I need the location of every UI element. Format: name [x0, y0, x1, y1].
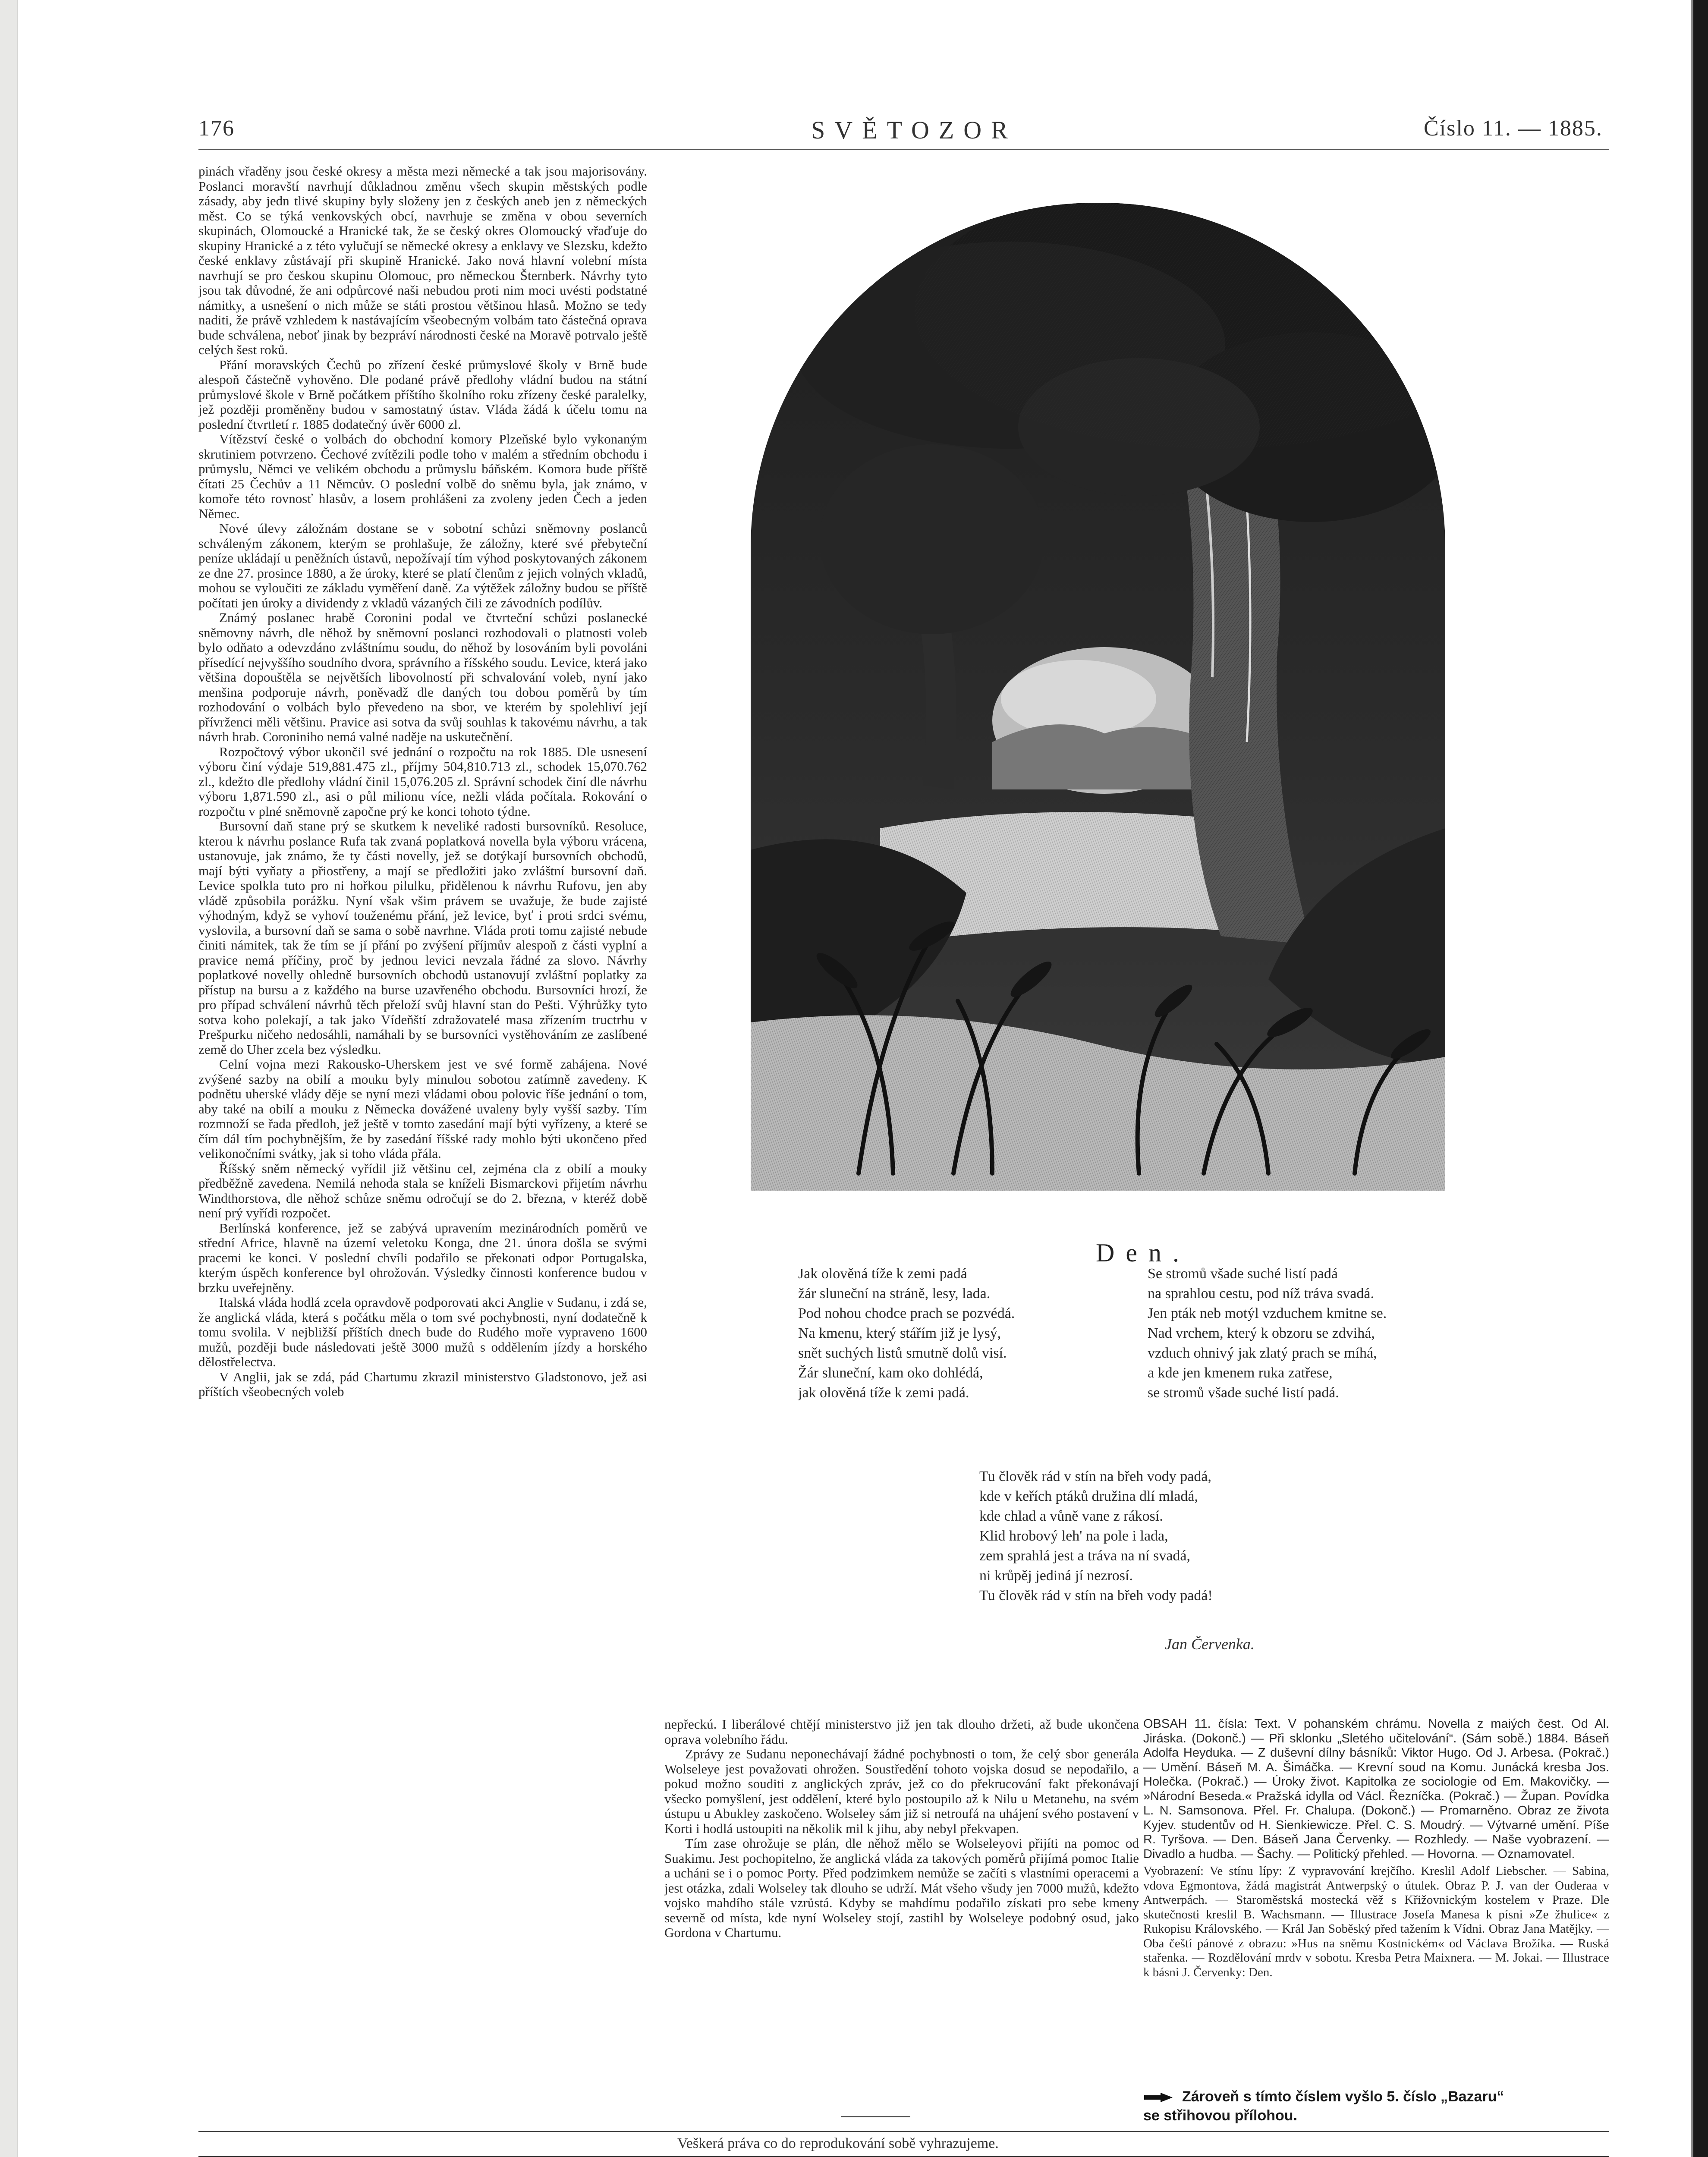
bazaar-notice — [1143, 2087, 1609, 2125]
column-left — [198, 164, 647, 2105]
page-number: 176 — [198, 116, 235, 141]
poem-line: Se stromů všade suché listí padá — [1148, 1266, 1338, 1282]
paragraph: Berlínská konference, jež se zabývá upravením mezinárodních poměrů ve střední Africe, hlavně na území veletoku Konga, dne 21. února došla se svými pracemi ke konci. V poslední chvíli podařilo se překonati odpor Portugalska, kterým úspěch konference byl ohrožován. Výsledky činnosti konference budou v brzku uveřejněny. — [198, 1220, 647, 1295]
poem-stanza-1 — [798, 1264, 1178, 1403]
page-binding — [0, 0, 18, 2157]
paragraph: Italská vláda hodlá zcela opravdově podporovati akci Anglie v Sudanu, i zdá se, že anglická vláda, která s počátku měla o tom své pochybnosti, nyní dodatečně k tomu svolila. V nejbližší příštích dnech bude do Rudého moře vypraveno 1600 mužů, později bude následovati ještě 3000 mužů s oddělením jízdy a horského dělostřelectva. — [198, 1295, 647, 1369]
footer-rule — [198, 2131, 1609, 2132]
poem-line: kde chlad a vůně vane z rákosí. — [979, 1508, 1163, 1524]
issue-number: Číslo 11. — 1885. — [1424, 116, 1603, 141]
poem-line: zem sprahlá jest a tráva na ní svadá, — [979, 1548, 1191, 1564]
paragraph: Zprávy ze Sudanu neponechávají žádné pochybnosti o tom, že celý sbor generála Wolseleye jest považovati ohrožen. Soustředění tohoto vojska dosud se nepodařilo, a pokud možno souditi z anglických zpráv, jež co do překrucování fakt překonávají všecko pomyšlení, jest oddělení, které bylo postoupilo až k Nilu u Metanehu, na svém ústupu u Abukley zaskočeno. Wolseley sám již si netroufá na uhájení svého postavení v Korti i hodlá ustoupiti na několik mil k jihu, aby nebyl překvapen. — [664, 1746, 1139, 1836]
poem-line: se stromů všade suché listí padá. — [1148, 1385, 1339, 1401]
illustrations-list: Vyobrazení: Ve stínu lípy: Z vypravování krejčího. Kreslil Adolf Liebscher. — Sabina, vdova Egmontova, žádá magistrát Antwerpský o útulek. Obraz P. J. van der Ouderaa v Antwerpách. — Staroměstská mostecká věž s Křižovnickým kostelem v Praze. Dle skutečnosti kreslil B. Wachsmann. — Illustrace Josefa Manesa k písni »Ze žhulice« z Rukopisu Královského. — Král Jan Soběský před tažením k Vídni. Obraz Jana Matějky. — Oba čeští pánové z obrazu: »Hus na sněmu Kostnickém« od Václava Brožíka. — Ruská stařenka. — Rozdělování mrdv v sobotu. Kresba Petra Maixnera. — M. Jokai. — Illustrace k básni J. Červenky: Den. — [1143, 1864, 1609, 1979]
poem-line: Nad vrchem, který k obzoru se zdvihá, — [1148, 1325, 1375, 1341]
forest-engraving-image — [751, 203, 1445, 1191]
poem-stanza-3 — [979, 1467, 1411, 1606]
header-rule — [198, 149, 1609, 150]
rights-notice: Veškerá práva co do reprodukování sobě vyhrazujeme. — [677, 2135, 999, 2151]
poem-line: kde v keřích ptáků družina dlí mladá, — [979, 1488, 1198, 1504]
paragraph: Říšský sněm německý vyřídil již většinu cel, zejména cla z obilí a mouky předběžně zavedena. Nemilá nehoda stala se kníželi Bismarckovi přijetím návrhu Windthorstova, dle něhož schůze sněmu odročují se do 2. března, v kteréž době není prý vyřídi rozpočet. — [198, 1160, 647, 1220]
poem-line: vzduch ohnivý jak zlatý prach se míhá, — [1148, 1345, 1377, 1361]
paragraph: Přání moravských Čechů po zřízení české průmyslové školy v Brně bude alespoň částečně vyhověno. Dle podané právě předlohy vládní budou na státní průmyslové škole v Brně počátkem příštího školního roku zřízeny české paralelky, jež později proměněny budou v samostatný ústav. Vláda žádá k účelu tomu na poslední čtvrtletí r. 1885 dodatečný úvěr 6000 zl. — [198, 357, 647, 432]
poem-stanza-2 — [1148, 1264, 1527, 1403]
page-edge — [1693, 0, 1708, 2157]
bazaar-text-2: se střihovou přílohou. — [1143, 2107, 1298, 2124]
poem-line: Žár sluneční, kam oko dohlédá, — [798, 1365, 983, 1381]
column-middle — [664, 1717, 1139, 2114]
forest-engraving — [751, 203, 1445, 1191]
paragraph: Celní vojna mezi Rakousko-Uherskem jest ve své formě zahájena. Nové zvýšené sazby na obilí a mouku byly minulou sobotou zatímně zavedeny. K podnětu uherské vlády děje se nyní mezi vládami obou polovic říše jednání o tom, aby také na obilí a mouku z Německa dovážené uvaleny byly vyšší sazby. Tím rozmnoží se řada předloh, jež ještě v tomto zasedání mají býti vyřízeny, a které se čím dál tím pochybnějším, že by zasedání říšské rady mohlo býti ukončeno před velikonočními svátky, jak si toho vláda přála. — [198, 1056, 647, 1161]
poem-line: žár sluneční na stráně, lesy, lada. — [798, 1286, 991, 1302]
poem-line: Tu člověk rád v stín na břeh vody padá, — [979, 1468, 1211, 1484]
poem-line: Klid hrobový leh' na pole i lada, — [979, 1528, 1168, 1544]
poem-line: snět suchých listů smutně dolů visí. — [798, 1345, 1007, 1361]
paragraph: V Anglii, jak se zdá, pád Chartumu zkrazil ministerstvo Gladstonovo, jež asi příštích všeobecných voleb — [198, 1369, 647, 1399]
issue-contents: OBSAH 11. čísla: Text. V pohanském chrámu. Novella z maiých čest. Od Al. Jiráska. (Dokonč.) — Při sklonku „Sletého učitelování“. (Sám sobě.) 1884. Báseň Adolfa Heyduka. — Z duševní dílny básníků: Viktor Hugo. Od J. Arbesa. (Pokrač.) — Umění. Báseň M. A. Šimáčka. — Krevní soud na Komu. Junácká kresba Jos. Holečka. (Pokrač.) — Úroky život. Kapitolka ze sociologie od Em. Makovičky. — »Národní Beseda.« Pražská idylla od Václ. Řezníčka. (Pokrač.) — Župan. Povídka L. N. Samsonova. Přel. Fr. Chalupa. (Dokonč.) — Promarněno. Obraz ze života Kyjev. studentův od H. Sienkiewicze. Přel. C. S. Moudrý. — Výtvarné umění. Píše R. Tyršova. — Den. Báseň Jana Červenky. — Rozhledy. — Naše vyobrazení. — Divadlo a hudba. — Šachy. — Politický přehled. — Hovorna. — Oznamovatel. — [1143, 1717, 1609, 1861]
paragraph: Rozpočtový výbor ukončil své jednání o rozpočtu na rok 1885. Dle usnesení výboru činí výdaje 519,881.475 zl., příjmy 504,810.713 zl., schodek 15,070.762 zl., kdežto dle předlohy vládní činil 15,076.205 zl. Správní schodek činí dle návrhu výboru 1,871.590 zl., asi o půl milionu více, nežli vláda počítala. Rokování o rozpočtu v plné sněmovně započne prý ke konci tohoto týdne. — [198, 744, 647, 819]
bazaar-text-1: Zároveň s tímto číslem vyšlo 5. číslo „Bazaru“ — [1182, 2088, 1504, 2105]
section-end-rule — [841, 2116, 910, 2117]
poem-line: Jak olověná tíže k zemi padá — [798, 1266, 967, 1282]
poem-line: ni krůpěj jediná jí nezrosí. — [979, 1568, 1133, 1584]
bazaar-line-1 — [1143, 2087, 1609, 2106]
paragraph: Tím zase ohrožuje se plán, dle něhož mělo se Wolseleyovi přijíti na pomoc od Suakimu. Jest pochopitelno, že anglická vláda za takových poměrů přijímá pomoc Italie a ucháni se i o pomoc Porty. Před podzimkem nemůže se začíti s vlastními operacemi a jest otázka, zdali Wolseley tak dlouho se udrží. Mát všeho všudy jen 7000 mužů, kdežto vojsko mahdího stále vzrůstá. Kdyby se mahdímu podařilo získati pro sebe kmeny severně od místa, kde nyní Wolseley stojí, zastihl by Wolseleye podobný osud, jako Gordona v Chartumu. — [664, 1836, 1139, 1940]
poem-line: na sprahlou cestu, pod níž tráva svadá. — [1148, 1286, 1374, 1302]
pointing-hand-icon — [1143, 2092, 1173, 2103]
paragraph: Bursovní daň stane prý se skutkem k neveliké radosti bursovníků. Resoluce, kterou k návrhu poslance Rufa tak zvaná poplatková novella byla výboru vrácena, ustanovuje, jak známo, že ty části novelly, jež se dotýkají bursovních obchodů, mají býti vyňaty a přiostřeny, a mají se předložiti jako zvláštní bursovní daň. Levice spolkla tuto pro ni hořkou pilulku, přidělenou k návrhu Rufovu, jen aby vládě způsobila porážku. Nyní však všim právem se uvažuje, že bude zajisté výhodným, když se vyhoví touženému přání, jež levice, byť i proti srdci svému, vyslovila, a bursovní daň se sama o sobě navrhne. Vláda proti tomu zajisté nebude činiti námitek, tak že tím se jí přání po zvýšení příjmův alespoň z části vyplní a pravice nemá příčiny, proč by jednou levici nevzala řádné za slovo. Návrhy poplatkové novelly ohledně bursovních obchodů ustanovují zvláštní poplatky za přístup na bursu a z každého na burse uzavřeného obchodu. Bursovníci hrozí, že pro případ schválení návrhů těch přeloží svůj hlavní stan do Pešti. Výhrůžky tyto sotva koho polekají, a tak jako Vídeňští zdražovatelé masa zřízením tructrhu v Prešpurku ničeho nedosáhli, namáhali by se bursovníci vystěhováním ze zaslíbené země do Uher zcela bez výsledku. — [198, 818, 647, 1057]
poem-title: Den. — [1096, 1239, 1190, 1267]
poem-line: Jen pták neb motýl vzduchem kmitne se. — [1148, 1305, 1387, 1321]
poem-line: Tu člověk rád v stín na břeh vody padá! — [979, 1588, 1213, 1604]
paragraph: Vítězství české o volbách do obchodní komory Plzeňské bylo vykonaným skrutiniem potvrzeno. Čechové zvítězili podle toho v malém a středním obchodu i průmyslu, Němci ve velikém obchodu a průmyslu báňském. Komora bude příště čítati 25 Čechův a 11 Němcův. O poslední volbě do sněmu byla, jak známo, v komoře této rovnosť hlasův, a losem prohlášeni za zvoleny jeden Čech a jeden Němec. — [198, 431, 647, 521]
poem-line: jak olověná tíže k zemi padá. — [798, 1385, 969, 1401]
poem-line: a kde jen kmenem ruka zatřese, — [1148, 1365, 1333, 1381]
paragraph: Nové úlevy záložnám dostane se v sobotní schůzi sněmovny poslanců schváleným zákonem, kterým se prohlašuje, že záložny, které své přebyteční peníze ukládají u peněžních ústavů, nepožívají tím výhod poskytovaných zákonem ze dne 27. prosince 1880, a že úroky, které se platí členům z jejich volných vkladů, mohou se vyloučiti ze základu vyměření daně. Za výtěžek záložny budou se příště počítati jen úroky a dividendy z vkladů vázaných čili ze závodních podílův. — [198, 521, 647, 610]
running-title: SVĚTOZOR — [811, 116, 1017, 144]
poem-line: Na kmenu, který stářím již je lysý, — [798, 1325, 1001, 1341]
poem-line: Pod nohou chodce prach se pozvédá. — [798, 1305, 1015, 1321]
paragraph: Známý poslanec hrabě Coronini podal ve čtvrteční schůzi poslanecké sněmovny návrh, dle něhož by sněmovní poslanci rozhodovali o platnosti voleb bylo odňato a odevzdáno zvláštnímu soudu, do něhož by losováním byli povoláni přísedící nejvyššího soudního dvora, správního a říšského soudu. Levice, která jako většina dopouštěla se největších libovolností při schvalování voleb, nyní jako menšina podporuje návrh, poněvadž dle daných tou dobou poměrů by tím rozhodování o volbách bylo převedeno na sbor, ve kterém by spolehliví její přívrženci měli většinu. Pravice asi sotva da svůj souhlas k takovému návrhu, a tak návrh hrab. Coroniniho nemá valné naděje na uskutečnění. — [198, 610, 647, 744]
paragraph: nepřeckú. I liberálové chtějí ministerstvo již jen tak dlouho držeti, až bude ukončena oprava volebního řádu. — [664, 1717, 1139, 1747]
poem-author: Jan Červenka. — [1165, 1635, 1255, 1653]
column-contents — [1143, 1717, 1609, 2105]
paragraph: pinách vřaděny jsou české okresy a města mezi německé a tak jsou majorisovány. Poslanci moravští navrhují důkladnou změnu všech skupin městských podle zásady, aby jedn tlivé skupiny byly složeny jen z českých aneb jen z německých měst. Co se týká venkovských obcí, navrhuje se změna v obou severních skupinách, Olomoucké a Hranické tak, že se český okres Olomoucký vřaďuje do skupiny Hranické a z této vylučují se německé okresy a enklavy ve Slezsku, kdežto české enklavy zůstávají při skupině Hranické. Jako nová hlavní volební místa navrhují se pro českou skupinu Olomouc, pro německou Šternberk. Návrhy tyto jsou tak důvodné, že ani odpůrcové naši nebudou proti nim moci uvésti podstatné námitky, a usnešení o nich může se státi prostou většinou hlasů. Možno se tedy naditi, že právě vzhledem k nastávajícím všeobecným volbám tato částečná oprava bude schválena, neboť jinak by bezpráví národnosti české na Moravě potrvalo ještě celých šest roků. — [198, 164, 647, 357]
